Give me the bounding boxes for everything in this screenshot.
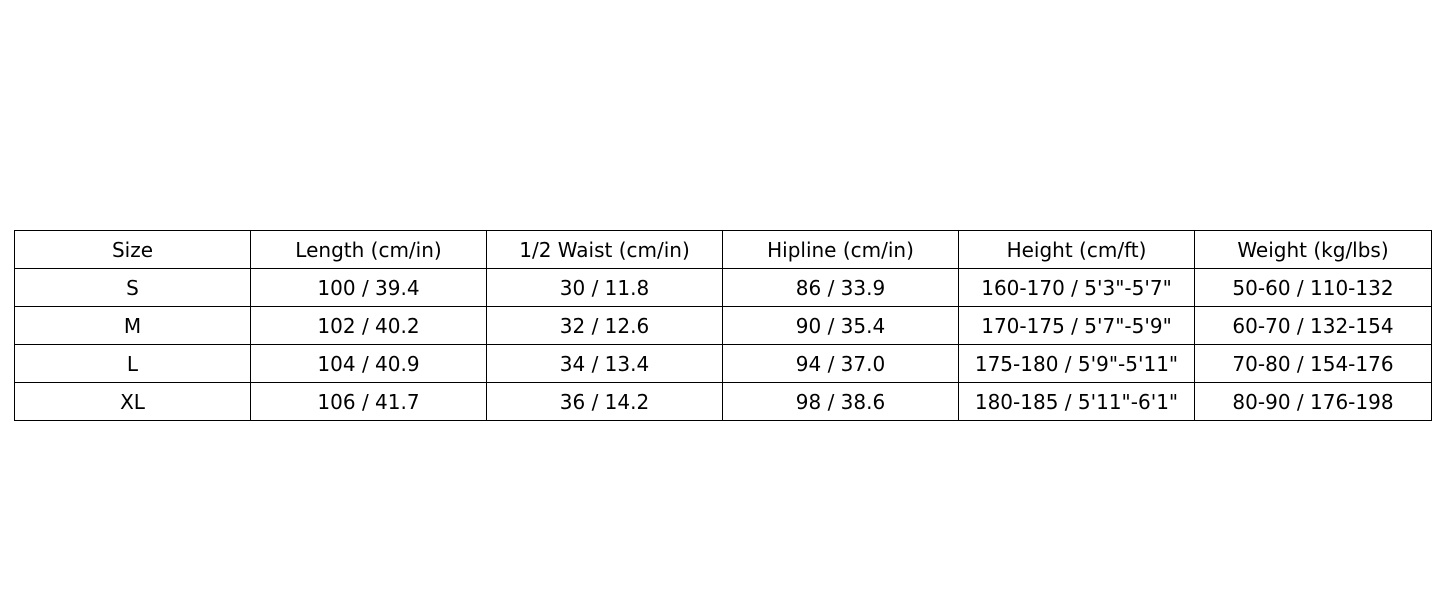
cell-hipline: 90 / 35.4 (723, 307, 959, 345)
cell-height: 175-180 / 5'9"-5'11" (959, 345, 1195, 383)
cell-half-waist: 34 / 13.4 (487, 345, 723, 383)
cell-size: L (15, 345, 251, 383)
cell-weight: 60-70 / 132-154 (1195, 307, 1432, 345)
cell-hipline: 94 / 37.0 (723, 345, 959, 383)
cell-size: M (15, 307, 251, 345)
table-body (15, 269, 1432, 421)
cell-weight: 80-90 / 176-198 (1195, 383, 1432, 421)
column-header-length: Length (cm/in) (251, 231, 487, 269)
size-chart-table (14, 230, 1432, 421)
size-chart-container (14, 230, 1431, 421)
table-header (15, 231, 1432, 269)
cell-hipline: 98 / 38.6 (723, 383, 959, 421)
column-header-half-waist: 1/2 Waist (cm/in) (487, 231, 723, 269)
table-row (15, 383, 1432, 421)
cell-length: 106 / 41.7 (251, 383, 487, 421)
cell-weight: 70-80 / 154-176 (1195, 345, 1432, 383)
cell-size: S (15, 269, 251, 307)
cell-half-waist: 30 / 11.8 (487, 269, 723, 307)
table-row (15, 307, 1432, 345)
table-row (15, 345, 1432, 383)
cell-height: 160-170 / 5'3"-5'7" (959, 269, 1195, 307)
column-header-size: Size (15, 231, 251, 269)
column-header-weight: Weight (kg/lbs) (1195, 231, 1432, 269)
cell-height: 170-175 / 5'7"-5'9" (959, 307, 1195, 345)
table-row (15, 269, 1432, 307)
cell-hipline: 86 / 33.9 (723, 269, 959, 307)
cell-height: 180-185 / 5'11"-6'1" (959, 383, 1195, 421)
cell-length: 104 / 40.9 (251, 345, 487, 383)
cell-half-waist: 32 / 12.6 (487, 307, 723, 345)
column-header-hipline: Hipline (cm/in) (723, 231, 959, 269)
cell-weight: 50-60 / 110-132 (1195, 269, 1432, 307)
table-header-row (15, 231, 1432, 269)
cell-size: XL (15, 383, 251, 421)
cell-half-waist: 36 / 14.2 (487, 383, 723, 421)
column-header-height: Height (cm/ft) (959, 231, 1195, 269)
cell-length: 102 / 40.2 (251, 307, 487, 345)
cell-length: 100 / 39.4 (251, 269, 487, 307)
